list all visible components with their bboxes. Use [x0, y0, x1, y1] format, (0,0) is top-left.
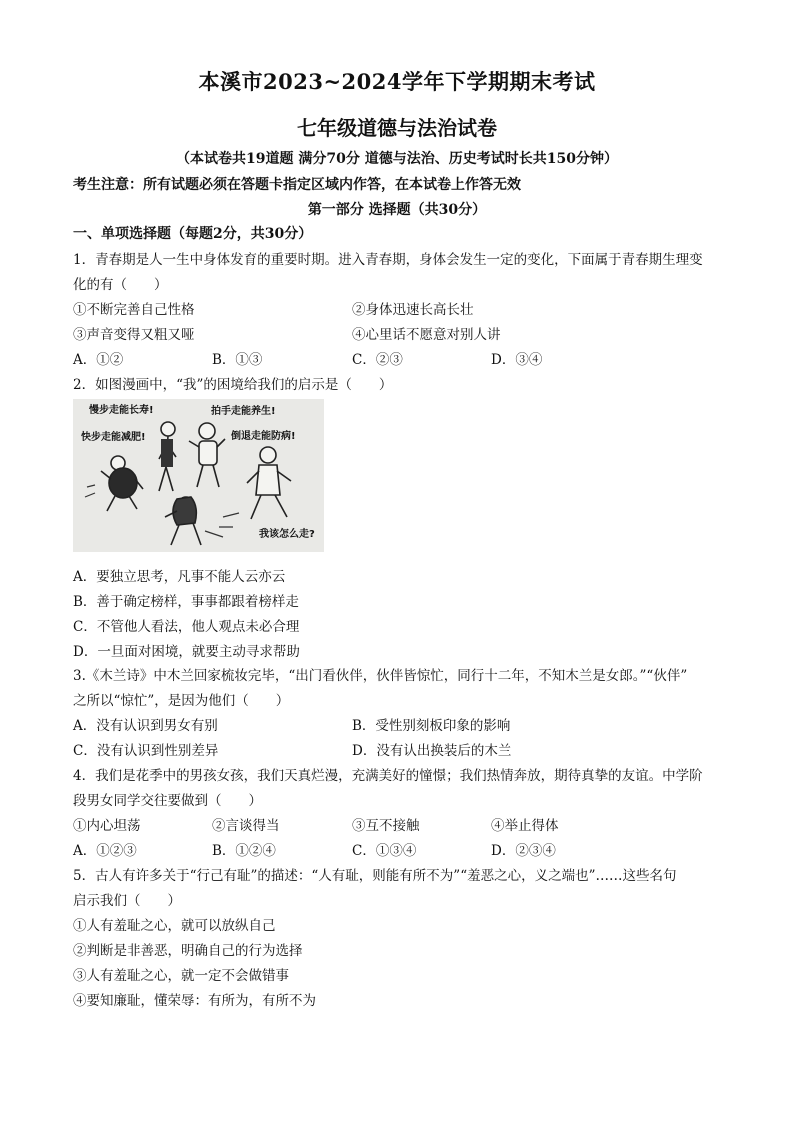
- cartoon-bubble-fast-walk: 快步走能减肥!: [81, 432, 146, 443]
- q4-option-c: C．①③④: [352, 843, 417, 859]
- q3-stem-line1: 3.《木兰诗》中木兰回家梳妆完毕，“出门看伙伴，伙伴皆惊忙，同行十二年，不知木兰是女郎。”“伙伴”: [73, 668, 688, 684]
- cartoon-bubble-backward-walk: 倒退走能防病!: [231, 431, 296, 442]
- q1-item-3: ③声音变得又粗又哑: [73, 327, 195, 343]
- q5-item-4: ④要知廉耻，懂荣辱：有所为，有所不为: [73, 993, 316, 1009]
- q2-option-c: C．不管他人看法，他人观点未必合理: [73, 619, 300, 635]
- q1-option-c: C．②③: [352, 352, 403, 368]
- q4-option-d: D．②③④: [491, 843, 556, 859]
- q1-item-1: ①不断完善自己性格: [73, 302, 195, 318]
- q4-stem-line1: 4．我们是花季中的男孩女孩，我们天真烂漫，充满美好的憧憬；我们热情奔放，期待真挚的友谊。中学阶: [73, 768, 703, 784]
- q4-stem-line2: 段男女同学交往要做到（ ）: [73, 793, 262, 809]
- q4-item-2: ②言谈得当: [212, 818, 280, 834]
- q5-item-1: ①人有羞耻之心，就可以放纵自己: [73, 918, 276, 934]
- q3-option-d: D．没有认出换装后的木兰: [352, 743, 512, 759]
- cartoon-bubble-slow-walk: 慢步走能长寿!: [89, 405, 154, 416]
- q2-cartoon-image: [73, 399, 324, 552]
- part-heading: 第一部分 选择题（共30分）: [307, 202, 487, 218]
- q3-stem-line2: 之所以“惊忙”，是因为他们（ ）: [73, 693, 290, 709]
- q5-item-3: ③人有羞耻之心，就一定不会做错事: [73, 968, 289, 984]
- q4-item-1: ①内心坦荡: [73, 818, 141, 834]
- q1-option-a: A．①②: [73, 352, 124, 368]
- q1-option-b: B．①③: [212, 352, 263, 368]
- q5-stem-line2: 启示我们（ ）: [73, 893, 181, 909]
- q1-option-d: D．③④: [491, 352, 543, 368]
- cartoon-bubble-clap-walk: 拍手走能养生!: [211, 406, 276, 417]
- exam-notice: 考生注意：所有试题必须在答题卡指定区域内作答，在本试卷上作答无效: [73, 177, 521, 193]
- exam-info: （本试卷共19道题 满分70分 道德与法治、历史考试时长共150分钟）: [176, 151, 618, 167]
- q4-item-3: ③互不接触: [352, 818, 420, 834]
- section-heading: 一、单项选择题（每题2分，共30分）: [73, 226, 313, 242]
- q3-option-a: A．没有认识到男女有别: [73, 718, 218, 734]
- q1-item-4: ④心里话不愿意对别人讲: [352, 327, 501, 343]
- q2-option-a: A．要独立思考，凡事不能人云亦云: [73, 569, 286, 585]
- exam-title: 本溪市2023~2024学年下学期期末考试: [198, 69, 596, 94]
- q3-option-c: C．没有认识到性别差异: [73, 743, 219, 759]
- q1-stem-line2: 化的有（ ）: [73, 277, 168, 293]
- q2-option-d: D．一旦面对困境，就要主动寻求帮助: [73, 644, 300, 660]
- q4-option-b: B．①②④: [212, 843, 276, 859]
- q4-option-a: A．①②③: [73, 843, 137, 859]
- q1-stem-line1: 1．青春期是人一生中身体发育的重要时期。进入青春期，身体会发生一定的变化，下面属于青春期生理变: [73, 252, 703, 268]
- q1-item-2: ②身体迅速长高长壮: [352, 302, 474, 318]
- q4-item-4: ④举止得体: [491, 818, 559, 834]
- exam-subtitle: 七年级道德与法治试卷: [297, 116, 497, 140]
- q2-option-b: B．善于确定榜样，事事都跟着榜样走: [73, 594, 299, 610]
- cartoon-bubble-confused: 我该怎么走?: [259, 529, 315, 540]
- q2-stem: 2．如图漫画中，“我”的困境给我们的启示是（ ）: [73, 377, 393, 393]
- q5-item-2: ②判断是非善恶，明确自己的行为选择: [73, 943, 303, 959]
- q3-option-b: B．受性别刻板印象的影响: [352, 718, 511, 734]
- q5-stem-line1: 5．古人有许多关于“行己有耻”的描述：“人有耻，则能有所不为”“羞恶之心，义之端也”……这些名句: [73, 868, 677, 884]
